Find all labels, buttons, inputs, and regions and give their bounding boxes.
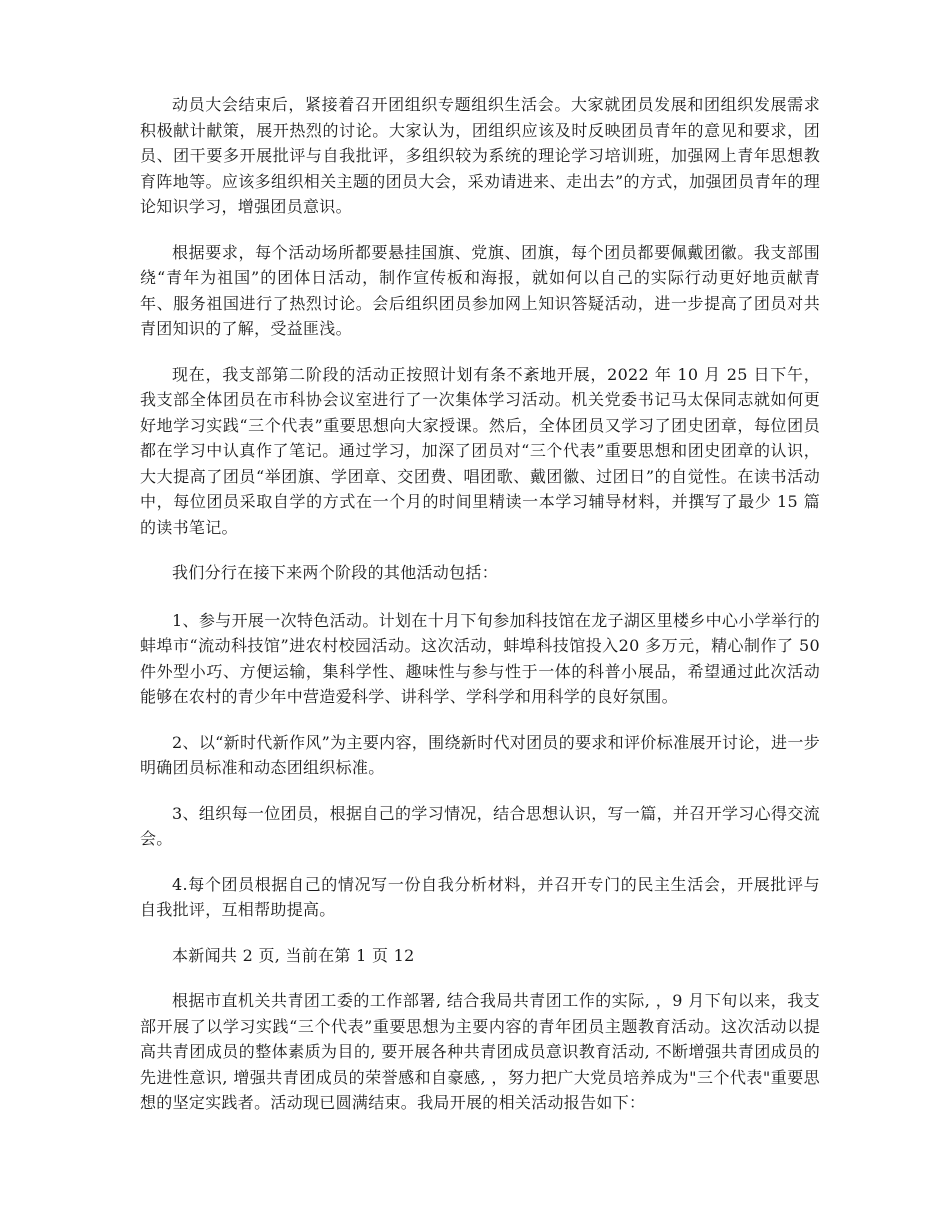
list-item-2-new-era-discussion: 2、以“新时代新作风”为主要内容，围绕新时代对团员的要求和评价标准展开讨论，进一步明确团员标准和动态团组织标准。 bbox=[140, 732, 820, 777]
paragraph-upcoming-activities-intro: 我们分行在接下来两个阶段的其他活动包括： bbox=[172, 563, 499, 582]
paragraph-second-stage-study: 现在，我支部第二阶段的活动正按照计划有条不紊地开展，2022 年 10 月 25 日下午，我支部全体团员在市科协会议室进行了一次集体学习活动。机关党委书记马太保同志就如何更好地学习实践“三个代表”重要思想向大家授课。然后，全体团员又学习了团史团章，每位团员都在学习中认真作了笔记。通过学习，加深了团员对“三个代表”重要思想和团史团章的认识，大大提高了团员“举团旗、学团章、交团费、唱团歌、戴团徽、过团日”的自觉性。在读书活动中，每位团员采取自学的方式在一个月的时间里精读一本学习辅导材料，并撰写了最少 15 篇的读书笔记。 bbox=[140, 364, 820, 537]
paragraph-youth-league-meeting: 动员大会结束后，紧接着召开团组织专题组织生活会。大家就团员发展和团组织发展需求积极献计献策，展开热烈的讨论。大家认为，团组织应该及时反映团员青年的意见和要求，团员、团干要多开展批评与自我批评，多组织较为系统的理论学习培训班，加强网上青年思想教育阵地等。应该多组织相关主题的团员大会，采劝请进来、走出去”的方式，加强团员青年的理论知识学习，增强团员意识。 bbox=[140, 95, 820, 216]
list-item-3-study-exchange: 3、组织每一位团员，根据自己的学习情况，结合思想认识，写一篇，并召开学习心得交流会。 bbox=[140, 803, 820, 848]
paragraph-theme-education-report: 根据市直机关共青团工委的工作部署, 结合我局共青团工作的实际, ，9 月下旬以来，我支部开展了以学习实践“三个代表”重要思想为主要内容的青年团员主题教育活动。这次活动以提高共青团成员的整体素质为目的, 要开展各种共青团成员意识教育活动, 不断增强共青团成员的先进性意识, 增强共青团成员的荣誉感和自豪感, ，努力把广大党员培养成为"三个代表"重要思想的坚定实践者。活动现已圆满结束。我局开展的相关活动报告如下： bbox=[140, 991, 820, 1112]
list-item-4-self-analysis: 4.每个团员根据自己的情况写一份自我分析材料，并召开专门的民主生活会，开展批评与自我批评，互相帮助提高。 bbox=[140, 874, 820, 919]
page-indicator: 本新闻共 2 页, 当前在第 1 页 12 bbox=[172, 945, 415, 965]
paragraph-flag-activity: 根据要求，每个活动场所都要悬挂国旗、党旗、团旗，每个团员都要佩戴团徽。我支部围绕“青年为祖国”的团体日活动，制作宣传板和海报，就如何以自己的实际行动更好地贡献青年、服务祖国进行了热烈讨论。会后组织团员参加网上知识答疑活动，进一步提高了团员对共青团知识的了解，受益匪浅。 bbox=[140, 242, 820, 338]
list-item-1-special-activity: 1、参与开展一次特色活动。计划在十月下旬参加科技馆在龙子湖区里楼乡中心小学举行的蚌埠市“流动科技馆”进农村校园活动。这次活动，蚌埠科技馆投入20 多万元，精心制作了 50 件外型小巧、方便运输，集科学性、趣味性与参与性于一体的科普小展品，希望通过此次活动能够在农村的青少年中营造爱科学、讲科学、学科学和用科学的良好氛围。 bbox=[140, 610, 820, 706]
